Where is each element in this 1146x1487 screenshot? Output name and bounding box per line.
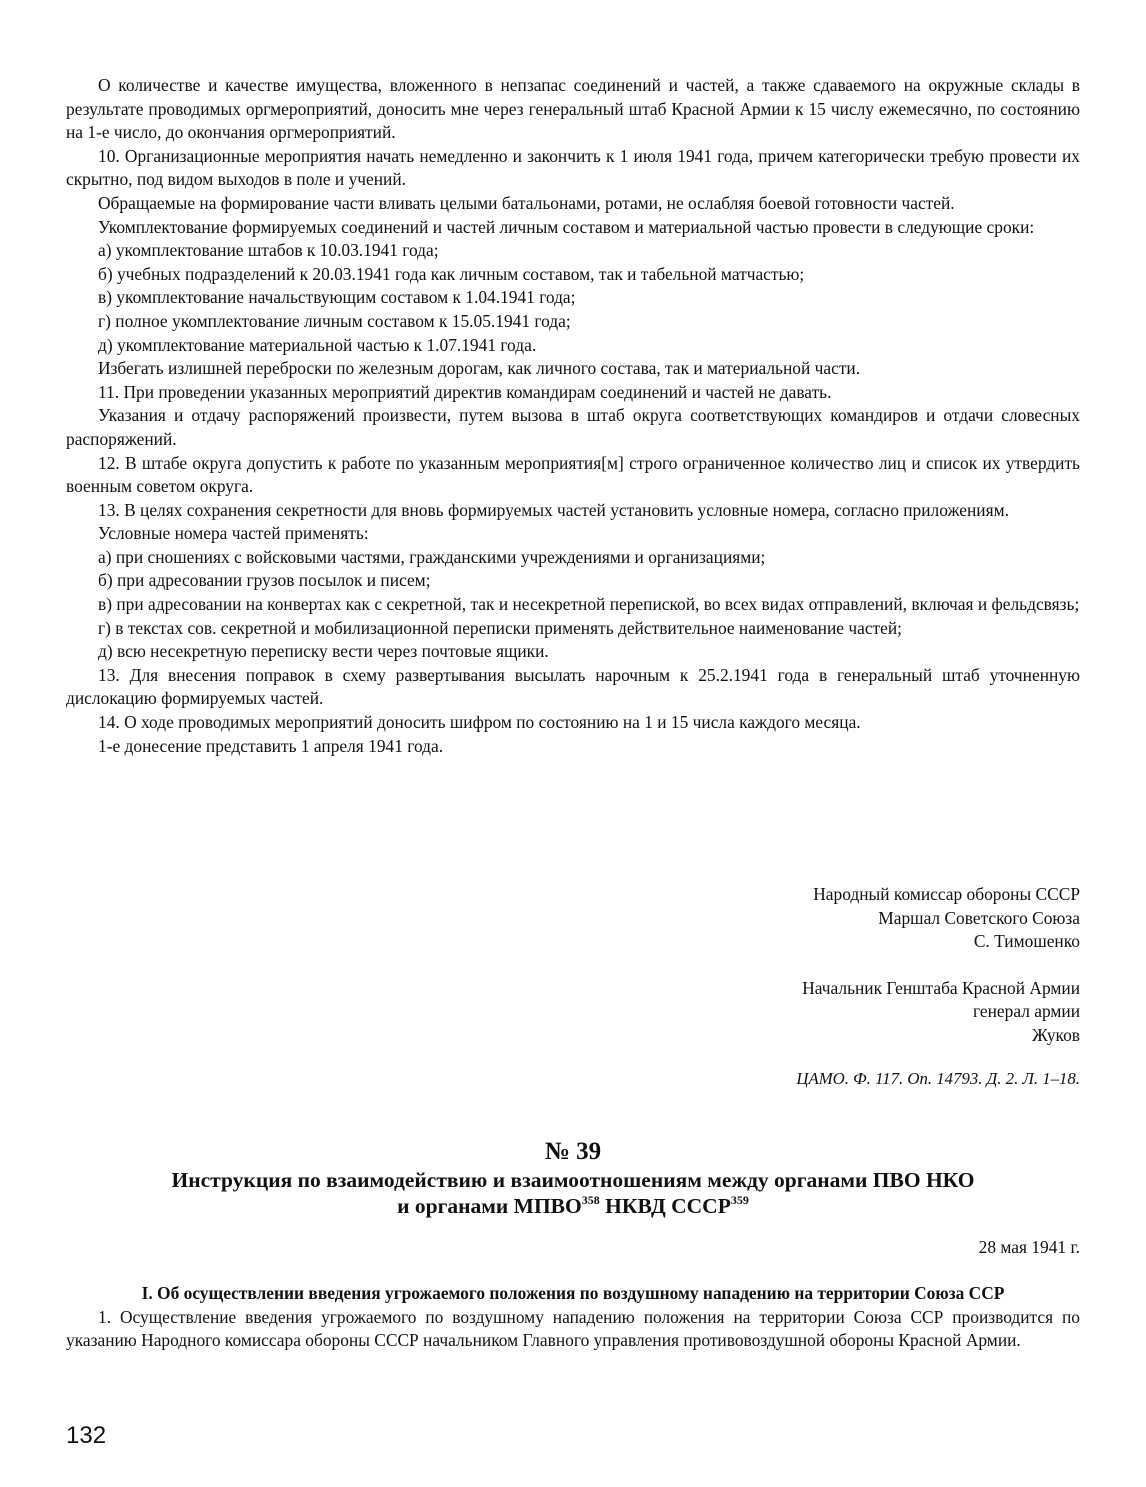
document-title-line: Инструкция по взаимодействию и взаимоотношениям между органами ПВО НКО <box>171 1168 975 1192</box>
list-item: д) всю несекретную переписку вести через почтовые ящики. <box>98 641 549 662</box>
paragraph: 13. Для внесения поправок в схему развертывания высылать нарочным к 25.2.1941 года в генеральный штаб уточненную дислокацию формируемых частей. <box>66 664 1080 709</box>
document-date: 28 мая 1941 г. <box>978 1237 1080 1257</box>
title-text: и органами МПВО <box>397 1194 582 1218</box>
list-item: а) укомплектование штабов к 10.03.1941 года; <box>98 240 439 261</box>
signature-spacer <box>580 954 1080 977</box>
list-item: а) при сношениях с войсковыми частями, гражданскими учреждениями и организациями; <box>98 546 766 567</box>
list-item: б) при адресовании грузов посылок и писем; <box>98 570 431 591</box>
paragraph: Указания и отдачу распоряжений произвести, путем вызова в штаб округа соответствующих командиров и отдачи словесных распоряжений. <box>66 405 1080 449</box>
list-item: в) укомплектование начальствующим составом к 1.04.1941 года; <box>98 287 576 308</box>
paragraph: 10. Организационные мероприятия начать немедленно и закончить к 1 июля 1941 года, причем категорически требую провести их скрытно, под видом выходов в поле и учений. <box>66 145 1080 190</box>
signatory-rank: Маршал Советского Союза <box>878 907 1080 928</box>
title-text: НКВД СССР <box>599 1194 731 1218</box>
footnote-ref: 359 <box>730 1193 749 1207</box>
list-item: г) полное укомплектование личным составом к 15.05.1941 года; <box>98 310 571 331</box>
paragraph: О количестве и качестве имущества, вложенного в непзапас соединений и частей, а также сдаваемого на окружные склады в результате проводимых оргмероприятий, доносить мне через генеральный штаб Красной Армии к 15 числу ежемесячно, по состоянию на 1-е число, до окончания оргмероприятий. <box>66 75 1080 143</box>
paragraph: 12. В штабе округа допустить к работе по указанным мероприятия[м] строго ограниченное количество лиц и список их утвердить военным советом округа. <box>66 452 1080 497</box>
list-item: д) укомплектование материальной частью к 1.07.1941 года. <box>98 334 537 355</box>
list-item: в) при адресовании на конвертах как с секретной, так и несекретной перепиской, во всех видах отправлений, включая и фельдсвязь; <box>98 594 1080 615</box>
section <box>66 1282 1080 1353</box>
document-title <box>66 1167 1080 1219</box>
list-item: б) учебных подразделений к 20.03.1941 года как личным составом, так и табельной матчастью; <box>98 263 805 284</box>
document-number: № 39 <box>544 1138 602 1165</box>
paragraph: Условные номера частей применять: <box>98 523 369 544</box>
signatory-rank: генерал армии <box>972 1001 1080 1021</box>
signature-block <box>580 883 1080 1047</box>
list-item: г) в текстах сов. секретной и мобилизационной переписки применять действительное наименование частей; <box>98 617 902 638</box>
paragraph: 11. При проведении указанных мероприятий директив командирам соединений и частей не давать. <box>98 381 832 402</box>
document-title-line <box>66 1193 1080 1219</box>
paragraph: Обращаемые на формирование части вливать целыми батальонами, ротами, не ослабляя боевой готовности частей. <box>98 192 955 213</box>
signatory-name: С. Тимошенко <box>973 931 1080 951</box>
body-text <box>66 74 1080 758</box>
paragraph: 14. О ходе проводимых мероприятий доносить шифром по состоянию на 1 и 15 числа каждого месяца. <box>98 712 861 733</box>
paragraph: 1. Осуществление введения угрожаемого по воздушному нападению положения на территории Союза ССР производится по указанию Народного комиссара обороны СССР начальником Главного управления противовоздушной обороны Красной Армии. <box>66 1306 1080 1351</box>
signatory-position: Начальник Генштаба Красной Армии <box>802 977 1080 998</box>
footnote-ref: 358 <box>581 1193 600 1207</box>
page-number: 132 <box>66 1422 107 1449</box>
archive-reference: ЦАМО. Ф. 117. Оп. 14793. Д. 2. Л. 1–18. <box>796 1069 1080 1088</box>
paragraph: Укомплектование формируемых соединений и частей личным составом и материальной частью провести в следующие сроки: <box>98 216 1035 237</box>
section-heading: I. Об осуществлении введения угрожаемого положения по воздушному нападению на территории Союза ССР <box>141 1283 1005 1303</box>
signatory-name: Жуков <box>1032 1024 1080 1045</box>
paragraph: Избегать излишней переброски по железным дорогам, как личного состава, так и материальной части. <box>98 358 861 379</box>
paragraph: 1-е донесение представить 1 апреля 1941 года. <box>98 735 444 756</box>
signatory-position: Народный комиссар обороны СССР <box>813 884 1080 904</box>
paragraph: 13. В целях сохранения секретности для вновь формируемых частей установить условные номера, согласно приложениям. <box>98 499 1009 520</box>
